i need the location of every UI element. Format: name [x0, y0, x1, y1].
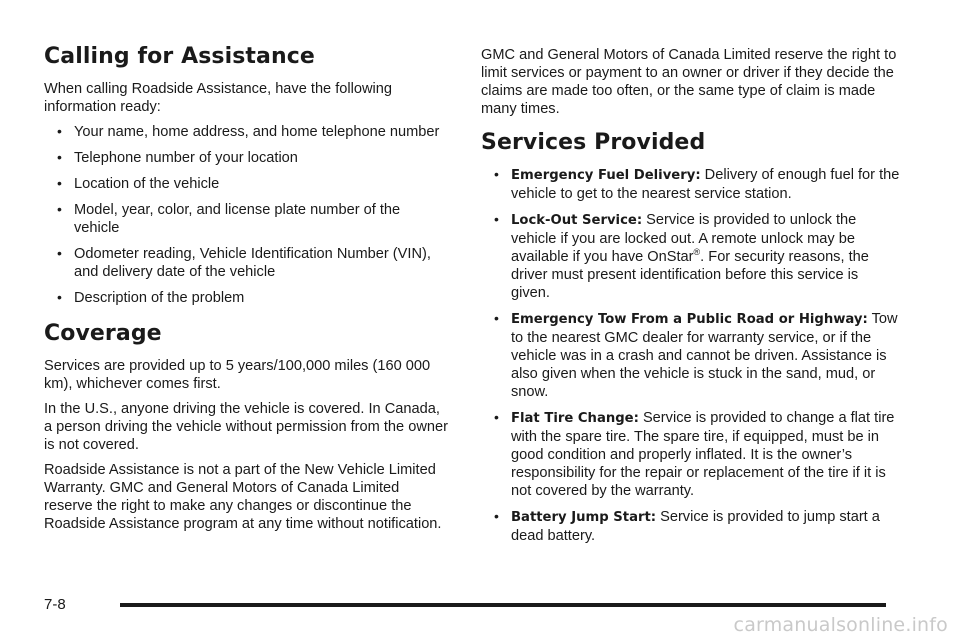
coverage-paragraph-1: Services are provided up to 5 years/100,000 miles (160 000 km), whichever comes first. [44, 358, 431, 392]
heading-calling-for-assistance: Calling for Assistance [44, 44, 315, 69]
list-item: • Emergency Tow From a Public Road or Highway: Tow to the nearest GMC dealer for warranty service, or if the vehicle was in a crash and cannot be driven. Assistance is also given when the vehicle is stuck in the sand, mud, or snow. [494, 310, 898, 400]
registered-mark: ® [693, 247, 701, 258]
bullet-icon: • [57, 123, 62, 139]
heading-services-provided: Services Provided [481, 130, 706, 155]
list-item: • Description of the problem [57, 289, 245, 306]
bullet-icon: • [57, 245, 62, 261]
list-item: • Lock-Out Service: Service is provided to unlock the vehicle if you are locked out. A remote unlock may be available if you have OnStar®. For security reasons, the driver must present identification before this service is given. [494, 211, 869, 301]
list-item: • Battery Jump Start: Service is provided to jump start a dead battery. [494, 508, 880, 544]
calling-intro: When calling Roadside Assistance, have the following information ready: [44, 81, 393, 115]
bullet-icon: • [494, 409, 499, 425]
right-column [481, 46, 901, 559]
bullet-icon: • [494, 211, 499, 227]
bullet-icon: • [57, 149, 62, 165]
service-label: Emergency Fuel Delivery: [511, 168, 701, 183]
service-label: Lock-Out Service: [511, 213, 643, 228]
list-item: • Model, year, color, and license plate number of the vehicle [57, 201, 401, 236]
heading-coverage: Coverage [44, 321, 162, 346]
list-item: • Location of the vehicle [57, 175, 220, 192]
bullet-icon: • [494, 166, 499, 182]
page-number: 7-8 [44, 596, 66, 613]
footer-divider [120, 603, 886, 607]
service-label: Battery Jump Start: [511, 510, 657, 525]
bullet-icon: • [57, 175, 62, 191]
watermark: carmanualsonline.info [733, 614, 948, 636]
service-label: Flat Tire Change: [511, 411, 639, 426]
list-item: • Telephone number of your location [57, 149, 298, 166]
service-label: Emergency Tow From a Public Road or Highway: [511, 312, 868, 327]
list-item: • Odometer reading, Vehicle Identification Number (VIN), and delivery date of the vehicle [57, 245, 431, 280]
bullet-icon: • [57, 201, 62, 217]
services-list [481, 166, 901, 545]
list-item: • Emergency Fuel Delivery: Delivery of enough fuel for the vehicle to get to the nearest service station. [494, 166, 900, 202]
bullet-icon: • [494, 508, 499, 524]
list-item: • Your name, home address, and home telephone number [57, 123, 440, 140]
coverage-paragraph-3: Roadside Assistance is not a part of the New Vehicle Limited Warranty. GMC and General Motors of Canada Limited reserve the right to make any changes or discontinue the Roadside Assistance program at any time without notification. [44, 462, 442, 532]
calling-info-list [44, 123, 449, 307]
bullet-icon: • [57, 289, 62, 305]
bullet-icon: • [494, 310, 499, 326]
left-column [44, 44, 449, 540]
list-item: • Flat Tire Change: Service is provided to change a flat tire with the spare tire. The spare tire, if equipped, must be in good condition and properly inflated. It is the owner’s responsibility for the repair or replacement of the tire if it is not covered by the warranty. [494, 409, 895, 499]
limit-services-paragraph: GMC and General Motors of Canada Limited reserve the right to limit services or payment to an owner or driver if they decide the claims are made too often, or the same type of claim is made many times. [481, 47, 897, 117]
coverage-paragraph-2: In the U.S., anyone driving the vehicle is covered. In Canada, a person driving the vehicle without permission from the owner is not covered. [44, 401, 448, 453]
